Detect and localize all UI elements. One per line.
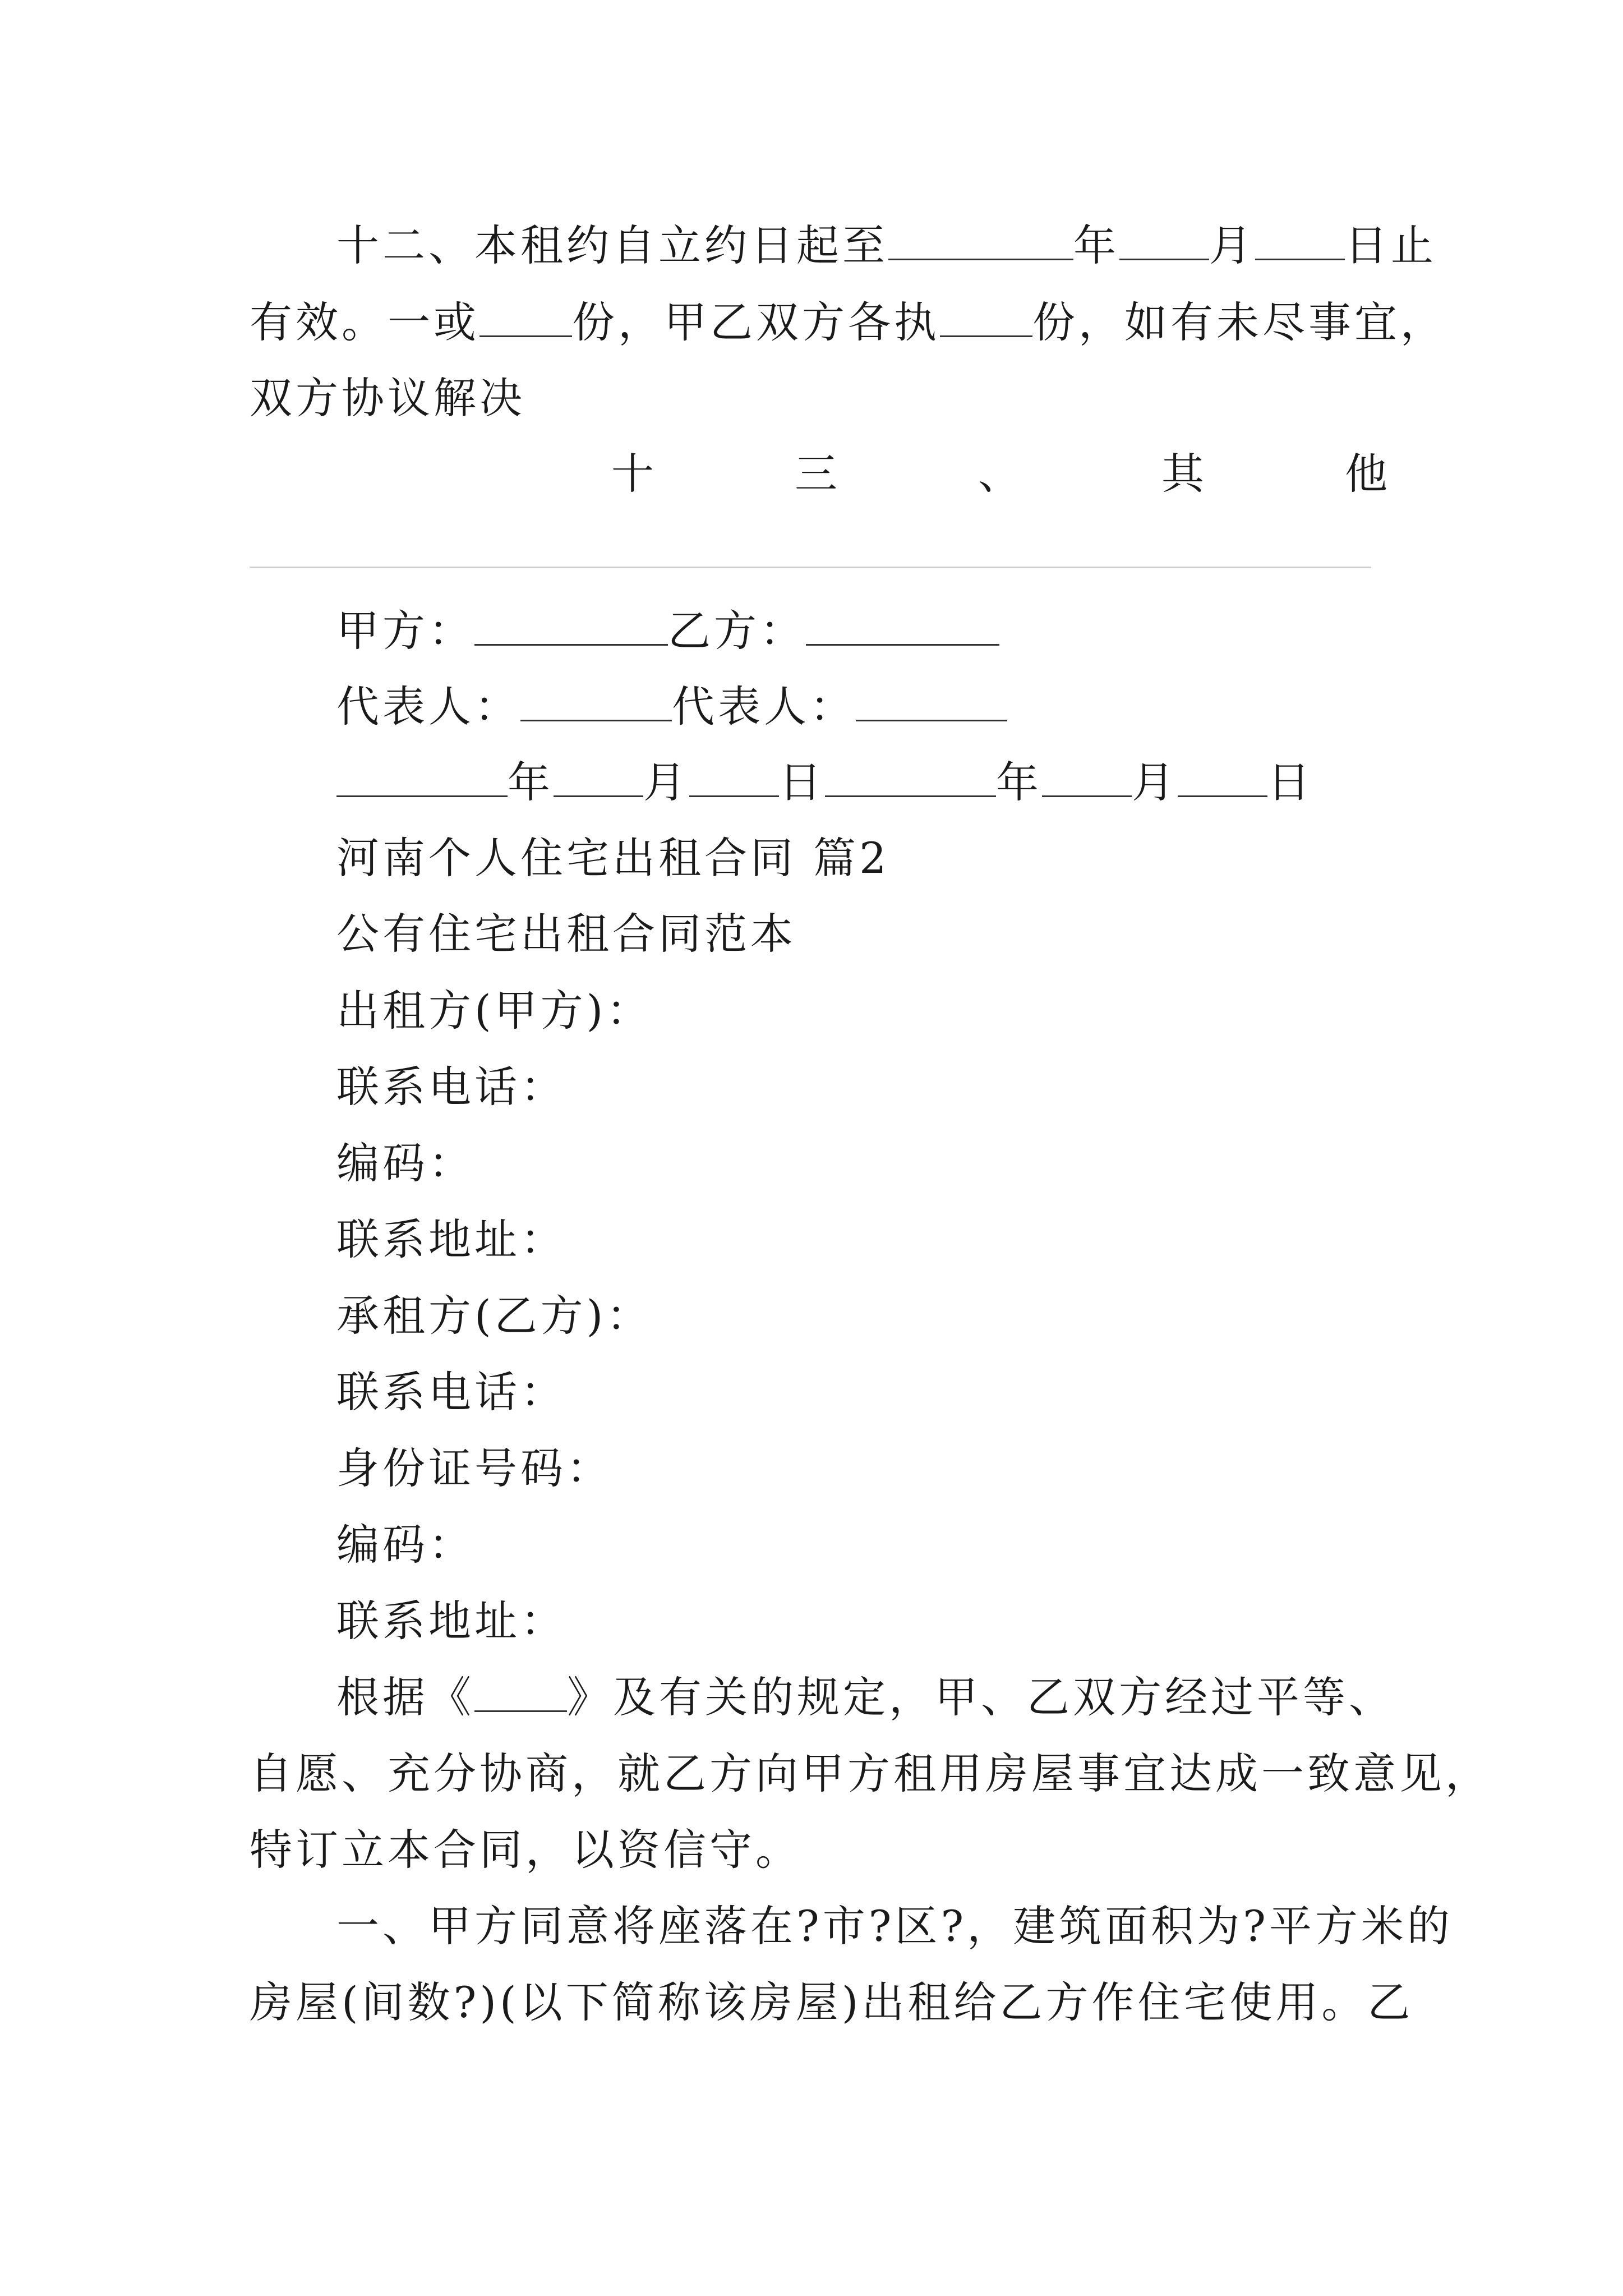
field-lessee-code: 编码： [336,1520,474,1570]
date-b-day-blank [1178,756,1267,797]
date-a-year-blank [336,756,508,797]
date-a-day: 日 [779,757,825,807]
rep-a-blank [520,680,672,721]
basis-line-1 [336,1669,1395,1726]
date-a-month-blank [554,756,643,797]
date-b-month-blank [1042,756,1132,797]
clause-1-line-1: 一、甲方同意将座落在?市?区?，建筑面积为?平方米的 [336,1901,1453,1951]
date-b-year-blank [825,756,996,797]
field-lessor-address: 联系地址： [336,1214,566,1264]
clause-12-text-2c: 份，如有未尽事宜， [1032,297,1446,347]
month-label: 月 [1209,220,1255,270]
basis-line-2: 自愿、充分协商，就乙方向甲方租用房屋事宜达成一致意见， [250,1749,1491,1798]
day-blank [1255,219,1345,260]
divider-line [250,567,1371,568]
clause-13-char: 其 [1161,449,1207,499]
basis-text-1b: 》及有关的规定，甲、乙双方经过平等、 [567,1672,1395,1722]
clause-12-text-2b: 份，甲乙双方各执 [572,297,940,347]
party-a-label: 甲方： [336,606,474,656]
clause-12-line-1 [336,218,1437,274]
clause-13-char: 十 [611,449,657,499]
rep-b-blank [856,680,1007,721]
clause-12-text-2a: 有效。一或 [250,297,479,347]
law-name-blank [474,1671,567,1712]
party-line [336,603,999,659]
field-lessee-phone: 联系电话： [336,1367,566,1417]
rep-a-label: 代表人： [336,682,520,731]
date-line [336,754,1313,811]
clause-12-text: 十二、本租约自立约日起至 [336,220,888,270]
clause-13-char: 三 [795,449,841,499]
party-b-label: 乙方： [668,606,806,656]
date-a-year: 年 [508,757,554,807]
field-lessee-id: 身份证号码： [336,1443,612,1493]
day-label: 日止 [1345,220,1437,270]
copies-each-blank [940,296,1032,337]
basis-line-3: 特订立本合同，以资信守。 [250,1825,801,1875]
clause-1-line-2: 房屋(间数?)(以下简称该房屋)出租给乙方作住宅使用。乙 [250,1977,1414,2027]
field-lessee-address: 联系地址： [336,1596,566,1646]
section-subtitle: 公有住宅出租合同范本 [336,909,796,959]
date-a-day-blank [689,756,779,797]
clause-13-char: 、 [978,449,1024,499]
party-a-blank [474,605,668,646]
field-lessor-phone: 联系电话： [336,1062,566,1112]
year-blank [888,219,1073,260]
representative-line [336,679,1007,735]
copies-blank [479,296,572,337]
clause-13-char: 他 [1345,449,1391,499]
field-lessee: 承租方(乙方)： [336,1291,653,1341]
section-heading: 河南个人住宅出租合同 篇2 [336,833,890,883]
date-b-year: 年 [996,757,1042,807]
year-label: 年 [1073,220,1119,270]
field-lessor: 出租方(甲方)： [336,986,653,1036]
rep-b-label: 代表人： [672,682,856,731]
basis-text-1a: 根据《 [336,1672,474,1722]
month-blank [1119,219,1209,260]
party-b-blank [806,605,999,646]
clause-12-line-2 [250,295,1446,351]
date-b-day: 日 [1267,757,1313,807]
date-a-month: 月 [643,757,689,807]
date-b-month: 月 [1132,757,1178,807]
field-lessor-code: 编码： [336,1138,474,1188]
clause-12-line-3: 双方协议解决 [250,373,525,423]
clause-13-heading [611,446,1391,502]
